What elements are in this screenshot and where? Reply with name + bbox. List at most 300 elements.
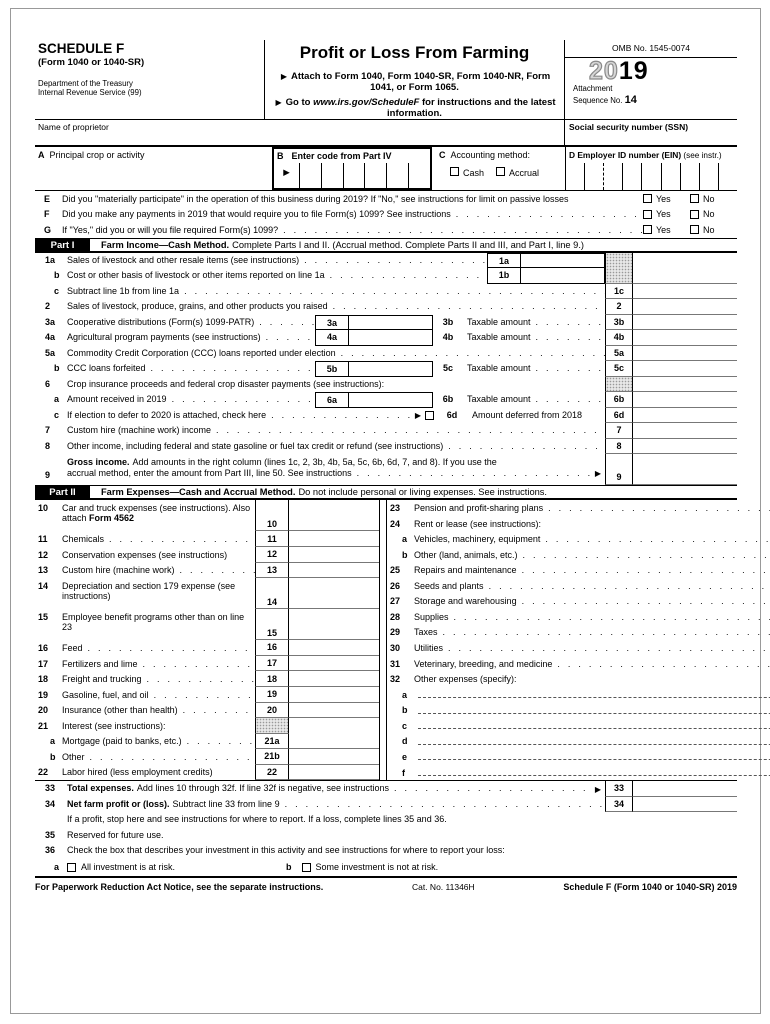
field-a-label: Principal crop or activity bbox=[49, 150, 145, 160]
line-16-amount-field[interactable] bbox=[289, 640, 379, 656]
line-17-amount-field[interactable] bbox=[289, 656, 379, 672]
dept-line2: Internal Revenue Service (99) bbox=[38, 88, 142, 97]
ein-field bbox=[565, 147, 737, 190]
dot-leader bbox=[449, 612, 770, 622]
line-16-row bbox=[35, 640, 379, 656]
dot-leader bbox=[531, 392, 605, 408]
line-15-amount-field[interactable] bbox=[289, 609, 379, 640]
line-22-amount-field[interactable] bbox=[289, 765, 379, 781]
line-number: 17 bbox=[38, 658, 49, 669]
line-32e-row bbox=[387, 749, 770, 765]
line-label: Chemicals bbox=[62, 534, 105, 545]
dot-leader bbox=[438, 627, 770, 637]
ein-digit-cell-7[interactable] bbox=[680, 163, 699, 190]
line-label: Add lines 10 through 32f. If line 32f is negative, see instructions bbox=[136, 783, 390, 794]
line-34-note-row bbox=[35, 812, 737, 828]
question-letter: E bbox=[44, 193, 51, 204]
line-11-amount-field[interactable] bbox=[289, 531, 379, 547]
line-32d-description-field[interactable] bbox=[418, 744, 770, 745]
header-right-block bbox=[564, 40, 737, 119]
name-of-proprietor-field[interactable] bbox=[35, 120, 564, 145]
line-number: 14 bbox=[38, 581, 49, 592]
line-1c-amount-field[interactable] bbox=[633, 284, 737, 300]
line-label: Fertilizers and lime bbox=[62, 658, 138, 669]
line-label: Storage and warehousing bbox=[414, 596, 517, 607]
line-label: Taxable amount bbox=[467, 316, 531, 327]
line-7-amount-field[interactable] bbox=[633, 423, 737, 439]
dot-leader bbox=[182, 736, 255, 746]
line-13-amount-field[interactable] bbox=[289, 563, 379, 579]
f-yes-option: Yes bbox=[643, 209, 690, 219]
arrow-icon: ▶ bbox=[594, 784, 601, 794]
line-4a-amount-field[interactable] bbox=[349, 330, 433, 346]
line-26-row bbox=[387, 578, 770, 594]
part2-left-column bbox=[35, 500, 380, 780]
dot-leader bbox=[138, 659, 255, 669]
line-1b-amount-field[interactable] bbox=[521, 268, 605, 284]
line-number: 4b bbox=[442, 332, 454, 343]
code-digit-cell-4[interactable] bbox=[364, 163, 386, 188]
f-no-option: No bbox=[690, 209, 737, 219]
dot-leader bbox=[518, 550, 770, 560]
line-number: b bbox=[54, 363, 60, 374]
line-number: d bbox=[402, 736, 408, 747]
line-24b-row bbox=[387, 547, 770, 563]
line-number: 15 bbox=[38, 612, 49, 623]
part1-heading: Farm Income—Cash Method. Complete Parts I and II. (Accrual method. Complete Parts II and III, and Part I, line 9.) bbox=[101, 239, 585, 250]
line-number: 12 bbox=[38, 549, 49, 560]
year-bold-part: 19 bbox=[618, 57, 649, 85]
sequence-label: Sequence No. 14 bbox=[573, 93, 637, 106]
line-32a-description-field[interactable] bbox=[418, 697, 770, 698]
line-number: 24 bbox=[390, 518, 401, 529]
dot-leader bbox=[352, 468, 593, 479]
line-label: CCC loans forfeited bbox=[67, 363, 146, 374]
line-13-row bbox=[35, 563, 379, 579]
all-investment-at-risk-checkbox[interactable] bbox=[67, 863, 76, 872]
line-6c-row bbox=[35, 408, 737, 424]
line-6a-row bbox=[35, 392, 737, 408]
line-label: Other (land, animals, etc.) bbox=[414, 549, 518, 560]
line-16-box-label: 16 bbox=[255, 640, 289, 656]
code-digit-cell-1[interactable] bbox=[299, 163, 321, 188]
line-17-row bbox=[35, 656, 379, 672]
line-label: Freight and trucking bbox=[62, 674, 142, 685]
dot-leader bbox=[175, 565, 255, 575]
line-5b-box-label: 5b bbox=[315, 361, 349, 377]
line-2-box-label: 2 bbox=[605, 299, 633, 315]
line-number: 19 bbox=[38, 689, 49, 700]
line-13-box-label: 13 bbox=[255, 563, 289, 579]
accrual-checkbox[interactable] bbox=[496, 167, 505, 176]
line-3a-amount-field[interactable] bbox=[349, 315, 433, 331]
line-5a-amount-field[interactable] bbox=[633, 346, 737, 362]
ein-cells bbox=[566, 163, 737, 190]
line-number: c bbox=[402, 720, 408, 731]
catalog-number: Cat. No. 11346H bbox=[411, 882, 475, 893]
line-label: Feed bbox=[62, 642, 83, 653]
line-21b-row bbox=[35, 749, 379, 765]
line-17-box-label: 17 bbox=[255, 656, 289, 672]
line-3-row bbox=[35, 315, 737, 331]
form-header bbox=[35, 40, 737, 119]
ssn-label: Social security number (SSN) bbox=[569, 122, 689, 132]
field-a-letter: A bbox=[38, 150, 45, 160]
g-no-checkbox[interactable] bbox=[690, 225, 699, 234]
line-32f-row bbox=[387, 765, 770, 781]
line-8-row bbox=[35, 439, 737, 455]
line-number: 13 bbox=[38, 565, 49, 576]
line-label: Employee benefit programs other than on line 23 bbox=[62, 612, 245, 633]
dot-leader bbox=[85, 752, 255, 762]
line-32a-row bbox=[387, 687, 770, 703]
line-label: Custom hire (machine work) income bbox=[67, 425, 212, 436]
line-19-amount-field[interactable] bbox=[289, 687, 379, 703]
line-21b-amount-field[interactable] bbox=[289, 749, 379, 765]
line-14-amount-field[interactable] bbox=[289, 578, 379, 609]
irs-url-link[interactable]: www.irs.gov/ScheduleF bbox=[313, 97, 420, 108]
line-number: b bbox=[286, 862, 292, 873]
dot-leader bbox=[104, 534, 255, 544]
line-5a-row bbox=[35, 346, 737, 362]
dot-leader bbox=[178, 705, 255, 715]
arrow-icon: ▶ bbox=[275, 98, 282, 107]
ein-digit-cell-9[interactable] bbox=[718, 163, 737, 190]
e-yes-option: Yes bbox=[643, 194, 690, 204]
line-number: 21 bbox=[38, 720, 49, 731]
line-6b-amount-field[interactable] bbox=[633, 392, 737, 408]
line-21a-amount-field[interactable] bbox=[289, 734, 379, 750]
accrual-option: Accrual bbox=[496, 167, 539, 178]
line-number: 26 bbox=[390, 580, 401, 591]
line-25-row bbox=[387, 563, 770, 579]
part2-heading: Farm Expenses—Cash and Accrual Method. Do not include personal or living expenses. See instructions. bbox=[101, 487, 548, 498]
question-letter: F bbox=[44, 209, 50, 220]
line-7-box-label: 7 bbox=[605, 423, 633, 439]
f-yes-checkbox[interactable] bbox=[643, 210, 652, 219]
line-1a-box-label: 1a bbox=[487, 253, 521, 269]
line-20-amount-field[interactable] bbox=[289, 703, 379, 719]
line-32b-row bbox=[387, 703, 770, 719]
line-32c-row bbox=[387, 718, 770, 734]
cash-checkbox[interactable] bbox=[450, 167, 459, 176]
dot-leader bbox=[266, 408, 413, 424]
line-label: Sales of livestock and other resale items (see instructions) bbox=[67, 254, 300, 265]
line-label: Check the box that describes your investment in this activity and see instructions for where to report your loss: bbox=[67, 845, 505, 856]
dot-leader bbox=[540, 534, 770, 544]
line-number: 4a bbox=[45, 332, 56, 343]
line-label: Amount deferred from 2018 bbox=[472, 409, 583, 420]
line-4b-amount-field[interactable] bbox=[633, 330, 737, 346]
line-number: a bbox=[402, 534, 408, 545]
line-32f-description-field[interactable] bbox=[418, 775, 770, 776]
line-32c-description-field[interactable] bbox=[418, 728, 770, 729]
line-label: Commodity Credit Corporation (CCC) loans reported under election bbox=[67, 347, 336, 358]
line-number: 25 bbox=[390, 565, 401, 576]
line-label: Cost or other basis of livestock or other items reported on line 1a bbox=[67, 270, 325, 281]
line-6-row bbox=[35, 377, 737, 393]
g-yes-checkbox[interactable] bbox=[643, 225, 652, 234]
dot-leader bbox=[179, 284, 605, 300]
line-number: 31 bbox=[390, 658, 401, 669]
g-yes-option: Yes bbox=[643, 225, 690, 235]
line-10-box-label: 10 bbox=[255, 500, 289, 531]
dot-leader bbox=[254, 315, 315, 331]
line-number: 29 bbox=[390, 627, 401, 638]
form-number: (Form 1040 or 1040-SR) bbox=[38, 57, 145, 68]
question-text: If "Yes," did you or will you file required Form(s) 1099? bbox=[62, 224, 279, 235]
line-number: 18 bbox=[38, 674, 49, 685]
e-yes-checkbox[interactable] bbox=[643, 194, 652, 203]
line-label: If election to defer to 2020 is attached, check here bbox=[67, 409, 267, 420]
line-label: Depreciation and section 179 expense (see instructions) bbox=[62, 581, 236, 602]
line-label: Reserved for future use. bbox=[67, 829, 164, 840]
line-label-bold: Total expenses. bbox=[67, 783, 134, 794]
line-18-amount-field[interactable] bbox=[289, 671, 379, 687]
line-9-box-label: 9 bbox=[605, 454, 633, 485]
line-20-row bbox=[35, 703, 379, 719]
line-number: 32 bbox=[390, 674, 401, 685]
identity-row bbox=[35, 119, 737, 147]
line-32e-description-field[interactable] bbox=[418, 759, 770, 760]
some-investment-not-at-risk-checkbox[interactable] bbox=[302, 863, 311, 872]
line-22-box-label: 22 bbox=[255, 765, 289, 781]
arrow-icon: ▶ bbox=[414, 411, 421, 421]
form-footer-title: Schedule F (Form 1040 or 1040-SR) 2019 bbox=[563, 882, 737, 893]
line-12-row bbox=[35, 547, 379, 563]
field-b-title: B Enter code from Part IV bbox=[277, 151, 392, 161]
line-15-row bbox=[35, 609, 379, 640]
dot-leader bbox=[552, 659, 770, 669]
line-number: 1a bbox=[45, 254, 56, 265]
line-6b-box-label: 6b bbox=[605, 392, 633, 408]
question-text: Did you "materially participate" in the operation of this business during 2019? If "No," see instructions for limit on passive losses bbox=[62, 193, 569, 204]
line-36a-label: All investment is at risk. bbox=[81, 862, 176, 873]
code-digit-cell-5[interactable] bbox=[386, 163, 408, 188]
line-32-row bbox=[387, 671, 770, 687]
question-e-row bbox=[35, 191, 737, 207]
defer-election-checkbox[interactable] bbox=[425, 411, 434, 420]
line-number: b bbox=[54, 270, 60, 281]
dot-leader bbox=[531, 361, 605, 377]
line-number: 36 bbox=[45, 845, 56, 856]
g-no-option: No bbox=[690, 225, 737, 235]
part2-right-column bbox=[387, 500, 770, 780]
line-33-row bbox=[35, 781, 737, 797]
ein-digit-cell-2[interactable] bbox=[584, 163, 603, 190]
line-number: 7 bbox=[45, 425, 51, 436]
dot-leader bbox=[142, 674, 255, 684]
line-5b-amount-field[interactable] bbox=[349, 361, 433, 377]
line-number: 16 bbox=[38, 642, 49, 653]
line-number: 27 bbox=[390, 596, 401, 607]
line-1b-row bbox=[35, 268, 737, 284]
line-number: 28 bbox=[390, 611, 401, 622]
column-divider bbox=[380, 500, 387, 780]
line-number: 11 bbox=[38, 534, 48, 545]
line-label: Subtract line 33 from line 9 bbox=[172, 798, 280, 809]
line-label: Labor hired (less employment credits) bbox=[62, 767, 213, 778]
line-label: Conservation expenses (see instructions) bbox=[62, 549, 228, 560]
page-footer bbox=[35, 878, 737, 892]
line-24-row bbox=[387, 516, 770, 532]
ein-digit-cell-8[interactable] bbox=[699, 163, 718, 190]
line-1c-row bbox=[35, 284, 737, 300]
line-9-amount-field[interactable] bbox=[633, 454, 737, 485]
question-letter: G bbox=[44, 224, 52, 235]
line-21a-box-label: 21a bbox=[255, 734, 289, 750]
line-number: 10 bbox=[38, 503, 49, 514]
blank-cell bbox=[633, 268, 737, 284]
line-14-box-label: 14 bbox=[255, 578, 289, 609]
line-number: 6d bbox=[446, 409, 458, 420]
ein-digit-cell-1[interactable] bbox=[566, 163, 584, 190]
line-number: 3b bbox=[442, 316, 454, 327]
ein-digit-cell-5[interactable] bbox=[641, 163, 660, 190]
top-fields-row bbox=[35, 147, 737, 191]
line-6d-amount-field[interactable] bbox=[633, 408, 737, 424]
line-34-row bbox=[35, 797, 737, 813]
line-31-row bbox=[387, 656, 770, 672]
line-27-row bbox=[387, 594, 770, 610]
ein-digit-cell-6[interactable] bbox=[661, 163, 680, 190]
line-number: 6 bbox=[45, 378, 51, 389]
accounting-method-field bbox=[432, 147, 565, 190]
line-9-row bbox=[35, 454, 737, 485]
line-23-row bbox=[387, 500, 770, 516]
line-11-row bbox=[35, 531, 379, 547]
line-6a-box-label: 6a bbox=[315, 392, 349, 408]
ssn-field[interactable] bbox=[564, 120, 737, 145]
line-5c-box-label: 5c bbox=[605, 361, 633, 377]
part2-header-bar bbox=[35, 485, 737, 500]
line-number: a bbox=[402, 689, 408, 700]
sequence-number: 14 bbox=[624, 93, 637, 106]
dot-leader bbox=[149, 690, 255, 700]
line-34-box-label: 34 bbox=[605, 797, 633, 813]
e-no-checkbox[interactable] bbox=[690, 194, 699, 203]
line-1a-amount-field[interactable] bbox=[521, 253, 605, 269]
line-32d-row bbox=[387, 734, 770, 750]
line-label-bold: Net farm profit or (loss). bbox=[67, 798, 170, 809]
line-label: Agricultural program payments (see instructions) bbox=[67, 332, 261, 343]
line-5c-amount-field[interactable] bbox=[633, 361, 737, 377]
tax-year bbox=[565, 58, 737, 85]
line-number: b bbox=[402, 549, 408, 560]
question-g-row bbox=[35, 222, 737, 238]
line-5b-row bbox=[35, 361, 737, 377]
accounting-method-options bbox=[439, 167, 563, 178]
f-no-checkbox[interactable] bbox=[690, 210, 699, 219]
attach-instruction: ▶ Attach to Form 1040, Form 1040-SR, Form 1040-NR, Form 1041, or Form 1065. bbox=[280, 71, 551, 93]
line-number: f bbox=[402, 767, 405, 778]
line-number: 33 bbox=[45, 783, 56, 794]
line-number: 9 bbox=[45, 470, 51, 481]
blank-cell bbox=[289, 718, 379, 734]
shaded-cell bbox=[255, 718, 289, 734]
line-label-line2: accrual method, enter the amount from Part III, line 50. See instructions bbox=[67, 468, 352, 479]
code-digit-cell-2[interactable] bbox=[321, 163, 343, 188]
year-outline-part: 20 bbox=[589, 57, 619, 85]
line-12-box-label: 12 bbox=[255, 547, 289, 563]
dot-leader bbox=[211, 423, 605, 439]
dot-leader bbox=[531, 315, 605, 331]
line-12-amount-field[interactable] bbox=[289, 547, 379, 563]
line-8-amount-field[interactable] bbox=[633, 439, 737, 455]
line-33-amount-field[interactable] bbox=[633, 781, 737, 797]
line-number: 30 bbox=[390, 643, 401, 654]
e-no-option: No bbox=[690, 194, 737, 204]
line-number: 5c bbox=[442, 363, 453, 374]
part1-header-bar bbox=[35, 238, 737, 253]
line-label: Pension and profit-sharing plans bbox=[414, 502, 544, 513]
line-4-row bbox=[35, 330, 737, 346]
paperwork-notice: For Paperwork Reduction Act Notice, see the separate instructions. bbox=[35, 882, 324, 893]
line-label: Other bbox=[62, 751, 85, 762]
line-1c-box-label: 1c bbox=[605, 284, 633, 300]
line-number: e bbox=[402, 751, 408, 762]
line-3a-box-label: 3a bbox=[315, 315, 349, 331]
line-label: Seeds and plants bbox=[414, 580, 484, 591]
ein-digit-cell-4[interactable] bbox=[622, 163, 641, 190]
ein-digit-cell-3[interactable] bbox=[603, 163, 622, 190]
line-6a-amount-field[interactable] bbox=[349, 392, 433, 408]
line-label-bold: Gross income. bbox=[67, 457, 130, 468]
line-33-box-label: 33 bbox=[605, 781, 633, 797]
line-36b-label: Some investment is not at risk. bbox=[315, 862, 439, 873]
name-label: Name of proprietor bbox=[38, 122, 109, 132]
dot-leader bbox=[543, 503, 770, 513]
part-iv-code-box bbox=[272, 147, 432, 190]
dot-leader bbox=[336, 346, 605, 362]
line-34-amount-field[interactable] bbox=[633, 797, 737, 813]
line-19-box-label: 19 bbox=[255, 687, 289, 703]
dept-line1: Department of the Treasury bbox=[38, 79, 133, 88]
dot-leader bbox=[325, 268, 487, 284]
part1-tag: Part I bbox=[35, 239, 90, 251]
principal-crop-field[interactable] bbox=[35, 147, 272, 190]
line-24a-row bbox=[387, 531, 770, 547]
line-number: 34 bbox=[45, 798, 56, 809]
line-1b-box-label: 1b bbox=[487, 268, 521, 284]
dot-leader bbox=[451, 209, 643, 219]
line-10-amount-field[interactable] bbox=[289, 500, 379, 531]
code-digit-cell-3[interactable] bbox=[343, 163, 365, 188]
line-number: b bbox=[50, 751, 56, 762]
dot-leader bbox=[167, 392, 315, 408]
line-4a-box-label: 4a bbox=[315, 330, 349, 346]
line-28-row bbox=[387, 609, 770, 625]
line-3b-amount-field[interactable] bbox=[633, 315, 737, 331]
line-label: Other income, including federal and state gasoline or fuel tax credit or refund (see instructions) bbox=[67, 440, 444, 451]
line-number: 8 bbox=[45, 440, 51, 451]
field-c-title: C Accounting method: bbox=[439, 150, 531, 160]
line-11-box-label: 11 bbox=[255, 531, 289, 547]
code-digit-cell-6[interactable] bbox=[408, 163, 430, 188]
dot-leader bbox=[443, 643, 770, 653]
line-21b-box-label: 21b bbox=[255, 749, 289, 765]
dot-leader bbox=[278, 225, 643, 235]
line-number: b bbox=[402, 705, 408, 716]
line-10-row bbox=[35, 500, 379, 531]
line-32b-description-field[interactable] bbox=[418, 713, 770, 714]
dot-leader bbox=[517, 596, 770, 606]
line-label: Supplies bbox=[414, 611, 449, 622]
line-2-amount-field[interactable] bbox=[633, 299, 737, 315]
line-8-box-label: 8 bbox=[605, 439, 633, 455]
line-number: 23 bbox=[390, 502, 401, 513]
line-36-row bbox=[35, 843, 737, 859]
